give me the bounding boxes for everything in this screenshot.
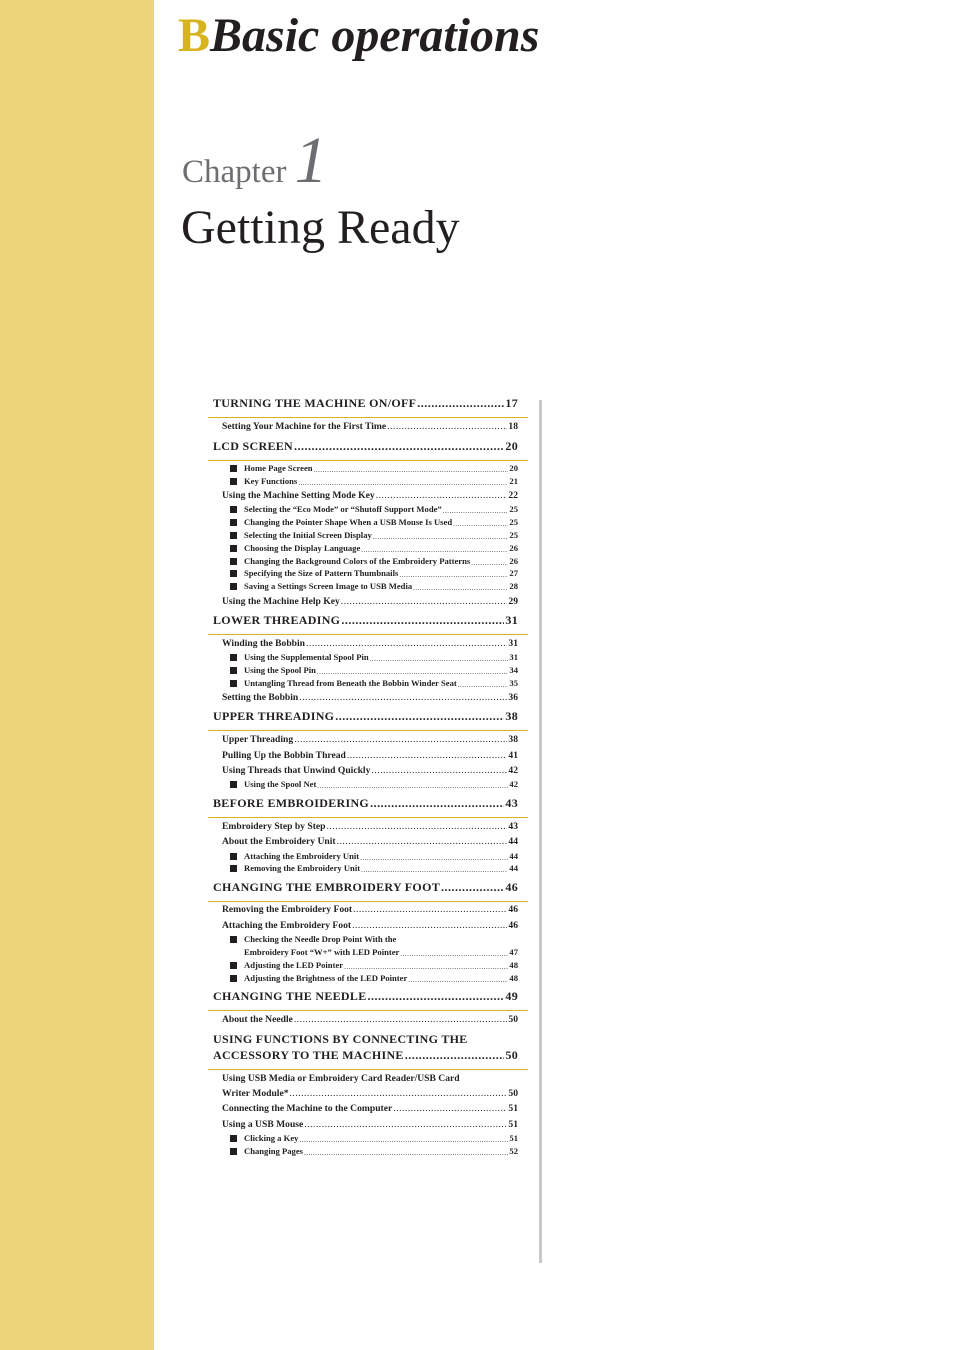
toc-page-number: 25 xyxy=(509,530,518,540)
toc-entry xyxy=(213,797,518,811)
toc-entry-label xyxy=(222,596,340,607)
toc-entry xyxy=(213,990,518,1004)
section-rule xyxy=(208,817,528,818)
toc-entry xyxy=(230,666,518,676)
toc-page-number: 51 xyxy=(508,1103,518,1114)
toc-entry-label xyxy=(222,692,298,703)
section-rule xyxy=(208,634,528,635)
toc-entry-label xyxy=(213,614,340,628)
toc-page-number: 51 xyxy=(509,1133,518,1143)
dot-leader xyxy=(361,546,508,554)
toc-entry-text: CHANGING THE NEEDLE xyxy=(213,989,367,1003)
toc-entry-label xyxy=(230,1147,303,1157)
dot-leader xyxy=(371,765,507,776)
toc-page-number: 46 xyxy=(508,920,518,931)
toc-entry xyxy=(222,836,518,847)
toc-entry-text: Upper Threading xyxy=(222,734,294,745)
toc-entry-label xyxy=(230,505,442,515)
dot-leader xyxy=(294,440,504,454)
toc-entry xyxy=(230,935,518,945)
toc-entry-text: Winding the Bobbin xyxy=(222,638,306,649)
toc-entry xyxy=(222,904,518,915)
part-title: Basic operations xyxy=(210,9,540,62)
toc-page-number: 31 xyxy=(509,652,518,662)
toc-entry-text: Adjusting the Brightness of the LED Pointer xyxy=(244,973,408,983)
toc-entry xyxy=(213,1049,518,1063)
dot-leader xyxy=(417,397,504,411)
toc-page-number: 41 xyxy=(508,750,518,761)
square-bullet-icon xyxy=(230,865,237,872)
toc-entry-text: Using the Machine Setting Mode Key xyxy=(222,490,375,501)
dot-leader xyxy=(413,584,508,592)
dot-leader xyxy=(408,976,508,984)
toc-entry xyxy=(230,864,518,874)
toc-entry-label xyxy=(230,544,360,554)
toc-entry-label xyxy=(230,974,407,984)
toc-page-number: 43 xyxy=(508,821,518,832)
toc-entry xyxy=(230,653,518,663)
toc-entry-label xyxy=(213,1033,468,1047)
toc-entry-label xyxy=(230,852,359,862)
dot-leader xyxy=(453,520,508,528)
toc-entry-text: CHANGING THE EMBROIDERY FOOT xyxy=(213,880,441,894)
toc-entry-label xyxy=(222,734,293,745)
toc-entry xyxy=(230,1134,518,1144)
toc-entry xyxy=(222,490,518,501)
dot-leader xyxy=(393,1103,507,1114)
toc-entry-text: Embroidery Foot “W+” with LED Pointer xyxy=(244,947,400,957)
square-bullet-icon xyxy=(230,532,237,539)
toc-entry xyxy=(230,518,518,528)
toc-entry xyxy=(230,505,518,515)
toc-page-number: 20 xyxy=(505,439,518,453)
dot-leader xyxy=(341,614,504,628)
toc-entry-label xyxy=(230,1134,298,1144)
toc-entry-text: Using the Spool Pin xyxy=(244,665,316,675)
toc-page-number: 34 xyxy=(509,665,518,675)
toc-entry-label xyxy=(230,666,316,676)
toc-page-number: 42 xyxy=(508,765,518,776)
toc-entry-label xyxy=(230,464,313,474)
toc-page-number: 50 xyxy=(508,1088,518,1099)
toc-entry xyxy=(213,1033,518,1047)
toc-page-number: 49 xyxy=(505,989,518,1003)
toc-entry xyxy=(230,974,518,984)
toc-page-number: 38 xyxy=(505,709,518,723)
toc-entry-label xyxy=(222,638,305,649)
toc-entry-label xyxy=(230,518,452,528)
section-rule xyxy=(208,730,528,731)
toc-page-number: 47 xyxy=(509,947,518,957)
toc-entry-text: Pulling Up the Bobbin Thread xyxy=(222,750,346,761)
toc-page-number: 51 xyxy=(508,1119,518,1130)
toc-entry-text: Selecting the Initial Screen Display xyxy=(244,530,372,540)
toc-entry-text: Changing the Pointer Shape When a USB Mouse Is Used xyxy=(244,517,453,527)
dot-leader xyxy=(376,490,508,501)
dot-leader xyxy=(360,854,508,862)
toc-entry xyxy=(230,1147,518,1157)
square-bullet-icon xyxy=(230,1148,237,1155)
chapter-number: 1 xyxy=(294,124,328,197)
toc-entry-text: Setting the Bobbin xyxy=(222,692,299,703)
toc-entry xyxy=(222,1088,518,1099)
toc-entry xyxy=(230,544,518,554)
square-bullet-icon xyxy=(230,680,237,687)
dot-leader xyxy=(373,533,509,541)
chapter-word: Chapter xyxy=(182,154,287,190)
toc-entry xyxy=(222,1073,518,1084)
square-bullet-icon xyxy=(230,478,237,485)
toc-entry-label xyxy=(213,881,440,895)
toc-page-number: 48 xyxy=(509,960,518,970)
toc-page-number: 18 xyxy=(508,421,518,432)
dot-leader xyxy=(299,1136,508,1144)
dot-leader xyxy=(299,692,507,703)
toc-entry-text: UPPER THREADING xyxy=(213,709,335,723)
square-bullet-icon xyxy=(230,853,237,860)
toc-page-number: 50 xyxy=(508,1014,518,1025)
toc-entry-label xyxy=(230,582,412,592)
toc-page-number: 28 xyxy=(509,581,518,591)
toc-entry xyxy=(230,780,518,790)
square-bullet-icon xyxy=(230,936,237,943)
toc-entry xyxy=(230,531,518,541)
toc-page-number: 42 xyxy=(509,779,518,789)
toc-entry-text: ACCESSORY TO THE MACHINE xyxy=(213,1048,404,1062)
toc-entry xyxy=(230,477,518,487)
toc-entry xyxy=(222,596,518,607)
toc-entry-text: Removing the Embroidery Unit xyxy=(244,863,361,873)
toc-entry-text: LCD SCREEN xyxy=(213,439,294,453)
toc-page-number: 44 xyxy=(509,851,518,861)
toc-page-number: 36 xyxy=(508,692,518,703)
toc-entry-label xyxy=(230,961,343,971)
toc-entry-text: Using the Machine Help Key xyxy=(222,596,340,607)
toc-entry-label xyxy=(213,440,293,454)
toc-entry xyxy=(222,734,518,745)
chapter-title: Getting Ready xyxy=(181,201,460,254)
toc-entry-label xyxy=(222,750,346,761)
toc-entry-text: Using the Spool Net xyxy=(244,779,317,789)
toc-entry-label xyxy=(222,765,370,776)
toc-entry-label xyxy=(222,1088,289,1099)
dot-leader xyxy=(314,466,509,474)
toc-entry-label xyxy=(230,679,457,689)
dot-leader xyxy=(441,881,504,895)
toc-entry xyxy=(222,692,518,703)
toc-entry-label xyxy=(230,948,399,958)
toc-entry xyxy=(213,881,518,895)
toc-entry-text: Writer Module* xyxy=(222,1088,289,1099)
dot-leader xyxy=(317,782,508,790)
toc-entry-text: Specifying the Size of Pattern Thumbnails xyxy=(244,568,399,578)
square-bullet-icon xyxy=(230,465,237,472)
toc-entry-text: Setting Your Machine for the First Time xyxy=(222,421,387,432)
toc-page-number: 17 xyxy=(505,396,518,410)
toc-page-number: 25 xyxy=(509,517,518,527)
toc-entry-text: Removing the Embroidery Foot xyxy=(222,904,353,915)
toc-entry-label xyxy=(230,569,398,579)
toc-entry xyxy=(213,397,518,411)
toc-entry-text: Checking the Needle Drop Point With the xyxy=(244,934,397,944)
toc-entry-label xyxy=(230,557,470,567)
square-bullet-icon xyxy=(230,1135,237,1142)
toc-entry xyxy=(230,852,518,862)
toc-entry xyxy=(222,821,518,832)
toc-entry-label xyxy=(222,490,375,501)
toc-entry-label xyxy=(213,397,416,411)
toc-entry xyxy=(230,569,518,579)
square-bullet-icon xyxy=(230,654,237,661)
toc-entry-text: Key Functions xyxy=(244,476,298,486)
toc-entry-text: Adjusting the LED Pointer xyxy=(244,960,344,970)
toc-entry-label xyxy=(222,1103,392,1114)
dot-leader xyxy=(290,1088,508,1099)
square-bullet-icon xyxy=(230,583,237,590)
toc-entry-text: TURNING THE MACHINE ON/OFF xyxy=(213,396,417,410)
dot-leader xyxy=(443,507,509,515)
section-rule xyxy=(208,901,528,902)
toc-page-number: 35 xyxy=(509,678,518,688)
toc-page-number: 43 xyxy=(505,796,518,810)
section-rule xyxy=(208,1010,528,1011)
toc-entry xyxy=(230,557,518,567)
part-letter: B xyxy=(178,9,211,62)
toc-entry xyxy=(213,440,518,454)
toc-entry-label xyxy=(222,1073,460,1084)
toc-entry-label xyxy=(230,864,360,874)
dot-leader xyxy=(306,638,507,649)
toc-entry-text: About the Embroidery Unit xyxy=(222,836,336,847)
toc-entry-text: Untangling Thread from Beneath the Bobbin Winder Seat xyxy=(244,678,457,688)
toc-entry xyxy=(213,710,518,724)
dot-leader xyxy=(344,963,508,971)
toc-page-number: 21 xyxy=(509,476,518,486)
square-bullet-icon xyxy=(230,962,237,969)
dot-leader xyxy=(405,1049,505,1063)
toc-entry-text: Using a USB Mouse xyxy=(222,1119,304,1130)
toc-entry xyxy=(222,750,518,761)
square-bullet-icon xyxy=(230,975,237,982)
dot-leader xyxy=(387,421,507,432)
square-bullet-icon xyxy=(230,667,237,674)
dot-leader xyxy=(352,920,507,931)
square-bullet-icon xyxy=(230,545,237,552)
toc-entry-text: About the Needle xyxy=(222,1014,293,1025)
toc-entry-text: Attaching the Embroidery Unit xyxy=(244,851,360,861)
toc-entry-text: Using the Supplemental Spool Pin xyxy=(244,652,369,662)
dot-leader xyxy=(458,681,509,689)
toc-entry-text: LOWER THREADING xyxy=(213,613,341,627)
toc-page-number: 31 xyxy=(508,638,518,649)
toc-entry xyxy=(230,582,518,592)
toc-entry xyxy=(230,961,518,971)
dot-leader xyxy=(353,904,507,915)
square-bullet-icon xyxy=(230,558,237,565)
dot-leader xyxy=(294,1014,508,1025)
toc-entry xyxy=(222,638,518,649)
dot-leader xyxy=(370,797,504,811)
dot-leader xyxy=(471,559,508,567)
toc-entry-label xyxy=(213,710,334,724)
toc-entry xyxy=(222,1014,518,1025)
dot-leader xyxy=(337,836,508,847)
toc-entry xyxy=(213,614,518,628)
dot-leader xyxy=(399,571,508,579)
dot-leader xyxy=(294,734,507,745)
toc-entry xyxy=(222,1103,518,1114)
toc-entry xyxy=(222,1119,518,1130)
toc-entry-label xyxy=(222,1014,293,1025)
toc-entry xyxy=(222,920,518,931)
toc-entry-label xyxy=(222,904,352,915)
toc-entry-text: Using USB Media or Embroidery Card Reader/USB Card xyxy=(222,1073,460,1084)
square-bullet-icon xyxy=(230,570,237,577)
toc-entry-text: Changing the Background Colors of the Embroidery Patterns xyxy=(244,556,471,566)
toc-page-number: 50 xyxy=(505,1048,518,1062)
toc-entry-text: Selecting the “Eco Mode” or “Shutoff Support Mode” xyxy=(244,504,442,514)
toc-entry-label xyxy=(222,1119,303,1130)
dot-leader xyxy=(400,950,508,958)
dot-leader xyxy=(361,866,508,874)
toc-entry-label xyxy=(213,797,369,811)
toc-entry-text: Attaching the Embroidery Foot xyxy=(222,920,352,931)
toc-entry-text: Embroidery Step by Step xyxy=(222,821,326,832)
toc-entry xyxy=(230,464,518,474)
section-rule xyxy=(208,460,528,461)
toc-entry-label xyxy=(230,477,297,487)
toc-page-number: 44 xyxy=(508,836,518,847)
dot-leader xyxy=(341,596,508,607)
section-rule xyxy=(208,417,528,418)
toc-entry-label xyxy=(230,653,369,663)
toc-entry-label xyxy=(213,990,367,1004)
toc-entry-label xyxy=(230,780,316,790)
dot-leader xyxy=(335,710,504,724)
toc-entry xyxy=(230,679,518,689)
toc-page-number: 44 xyxy=(509,863,518,873)
toc-page-number: 48 xyxy=(509,973,518,983)
toc-entry-text: Saving a Settings Screen Image to USB Media xyxy=(244,581,413,591)
toc-page-number: 29 xyxy=(508,596,518,607)
dot-leader xyxy=(327,821,508,832)
toc-page-number: 20 xyxy=(509,463,518,473)
toc-page-number: 38 xyxy=(508,734,518,745)
toc-entry-text: Clicking a Key xyxy=(244,1133,299,1143)
toc-entry-text: Connecting the Machine to the Computer xyxy=(222,1103,393,1114)
toc-entry-label xyxy=(230,935,396,945)
toc-page-number: 22 xyxy=(508,490,518,501)
toc-page-number: 26 xyxy=(509,556,518,566)
toc-page-number: 52 xyxy=(509,1146,518,1156)
toc-entry xyxy=(230,948,518,958)
square-bullet-icon xyxy=(230,781,237,788)
dot-leader xyxy=(298,479,508,487)
toc-entry-text: Using Threads that Unwind Quickly xyxy=(222,765,371,776)
square-bullet-icon xyxy=(230,519,237,526)
dot-leader xyxy=(304,1119,507,1130)
toc-page-number: 46 xyxy=(505,880,518,894)
dot-leader xyxy=(347,750,508,761)
toc-entry-label xyxy=(222,421,386,432)
dot-leader xyxy=(368,990,505,1004)
toc-entry-label xyxy=(230,531,372,541)
section-rule xyxy=(208,1069,528,1070)
toc-entry-label xyxy=(222,836,336,847)
square-bullet-icon xyxy=(230,506,237,513)
dot-leader xyxy=(317,668,509,676)
toc-page-number: 26 xyxy=(509,543,518,553)
toc-entry-text: USING FUNCTIONS BY CONNECTING THE xyxy=(213,1032,468,1046)
toc-entry-label xyxy=(222,920,351,931)
toc-entry-label xyxy=(222,821,326,832)
toc-entry-text: BEFORE EMBROIDERING xyxy=(213,796,370,810)
toc-entry xyxy=(222,421,518,432)
toc-entry xyxy=(222,765,518,776)
toc-entry-label xyxy=(213,1049,404,1063)
dot-leader xyxy=(304,1149,508,1157)
toc-entry-text: Changing Pages xyxy=(244,1146,303,1156)
toc-entry-text: Home Page Screen xyxy=(244,463,313,473)
toc-page-number: 31 xyxy=(505,613,518,627)
toc-entry-text: Choosing the Display Language xyxy=(244,543,361,553)
toc-page-number: 25 xyxy=(509,504,518,514)
toc-page-number: 46 xyxy=(508,904,518,915)
toc-page-number: 27 xyxy=(509,568,518,578)
dot-leader xyxy=(370,655,509,663)
